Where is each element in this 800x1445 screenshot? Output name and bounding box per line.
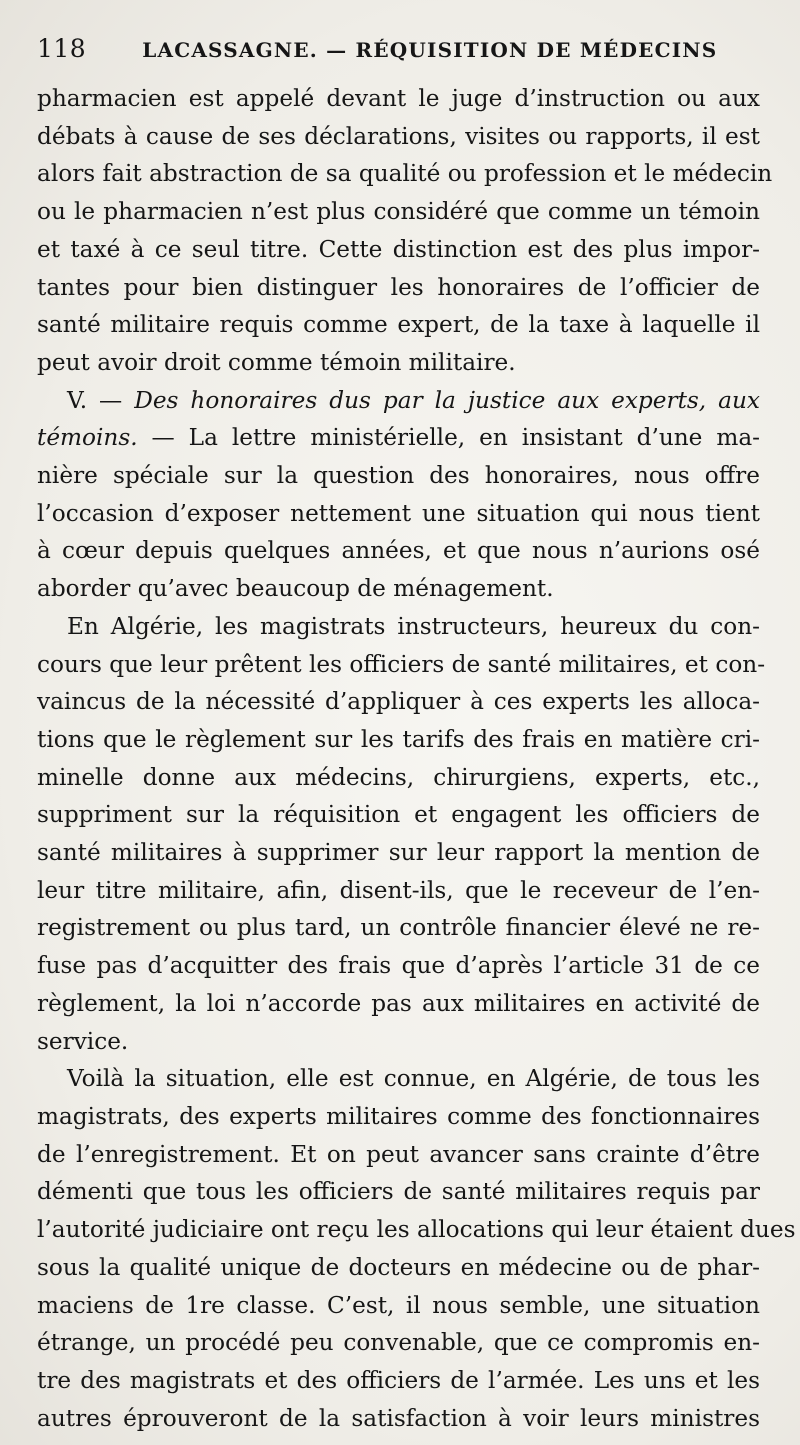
text-line: minelle donne aux médecins, chirurgiens, experts, etc., bbox=[37, 763, 760, 791]
text-line: tantes pour bien distinguer les honoraires de l’officier de bbox=[37, 273, 760, 301]
body-text bbox=[37, 80, 796, 1437]
text-line: santé militaire requis comme expert, de la taxe à laquelle il bbox=[37, 311, 760, 339]
text-line: autres éprouveront de la satisfaction à voir leurs ministres bbox=[37, 1404, 760, 1432]
text-line: et taxé à ce seul titre. Cette distinction est des plus impor- bbox=[37, 235, 760, 263]
text-line: alors fait abstraction de sa qualité ou profession et le médecin bbox=[37, 160, 773, 188]
text-line: service. bbox=[37, 1027, 129, 1055]
paragraph-2-section-v bbox=[37, 382, 760, 608]
text-line: règlement, la loi n’accorde pas aux militaires en activité de bbox=[37, 989, 760, 1017]
running-head: LACASSAGNE. — RÉQUISITION DE MÉDECINS bbox=[142, 38, 718, 62]
section-heading-line bbox=[37, 419, 760, 457]
text-line: étrange, un procédé peu convenable, que ce compromis en- bbox=[37, 1329, 760, 1357]
text-line: aborder qu’avec beaucoup de ménagement. bbox=[37, 575, 554, 603]
section-title: Des honoraires dus par la justice aux experts, aux bbox=[134, 386, 760, 414]
text-line: registrement ou plus tard, un contrôle financier élevé ne re- bbox=[37, 914, 760, 942]
text-line: santé militaires à supprimer sur leur rapport la mention de bbox=[37, 839, 760, 867]
text-line: Voilà la situation, elle est connue, en Algérie, de tous les bbox=[67, 1065, 760, 1093]
paragraph-3 bbox=[37, 608, 766, 1060]
text-line: à cœur depuis quelques années, et que nous n’aurions osé bbox=[37, 537, 760, 565]
text-line: débats à cause de ses déclarations, visites ou rapports, il est bbox=[37, 122, 760, 150]
text-line: maciens de 1re classe. C’est, il nous semble, une situation bbox=[37, 1291, 760, 1319]
page-header bbox=[37, 34, 760, 80]
text-line: magistrats, des experts militaires comme des fonctionnaires bbox=[37, 1102, 760, 1130]
text-line: l’occasion d’exposer nettement une situation qui nous tient bbox=[37, 499, 760, 527]
paragraph-1 bbox=[37, 80, 773, 382]
text-line: vaincus de la nécessité d’appliquer à ces experts les alloca- bbox=[37, 688, 760, 716]
section-title-end: témoins. bbox=[37, 424, 138, 452]
text-line: nière spéciale sur la question des honoraires, nous offre bbox=[37, 462, 760, 490]
text-line: fuse pas d’acquitter des frais que d’après l’article 31 de ce bbox=[37, 952, 760, 980]
section-text: — La lettre ministérielle, en insistant d’une ma- bbox=[137, 424, 760, 452]
text-line: sous la qualité unique de docteurs en médecine ou de phar- bbox=[37, 1253, 760, 1281]
paragraph-4 bbox=[37, 1060, 796, 1437]
text-line: tre des magistrats et des officiers de l’armée. Les uns et les bbox=[37, 1366, 760, 1394]
text-line: cours que leur prêtent les officiers de santé militaires, et con- bbox=[37, 650, 766, 678]
text-line: démenti que tous les officiers de santé militaires requis par bbox=[37, 1178, 760, 1206]
text-line: En Algérie, les magistrats instructeurs, heureux du con- bbox=[67, 612, 760, 640]
text-line: leur titre militaire, afin, disent-ils, que le receveur de l’en- bbox=[37, 876, 760, 904]
text-line: ou le pharmacien n’est plus considéré que comme un témoin bbox=[37, 198, 760, 226]
text-line: l’autorité judiciaire ont reçu les allocations qui leur étaient dues bbox=[37, 1216, 796, 1244]
section-heading-line bbox=[37, 382, 760, 420]
text-line: de l’enregistrement. Et on peut avancer sans crainte d’être bbox=[37, 1140, 760, 1168]
section-number: V. — bbox=[67, 386, 135, 414]
text-line: pharmacien est appelé devant le juge d’instruction ou aux bbox=[37, 85, 760, 112]
text-line: peut avoir droit comme témoin militaire. bbox=[37, 348, 516, 376]
page-number: 118 bbox=[37, 34, 87, 63]
text-line: suppriment sur la réquisition et engagent les officiers de bbox=[37, 801, 760, 829]
text-line: tions que le règlement sur les tarifs des frais en matière cri- bbox=[37, 725, 760, 753]
